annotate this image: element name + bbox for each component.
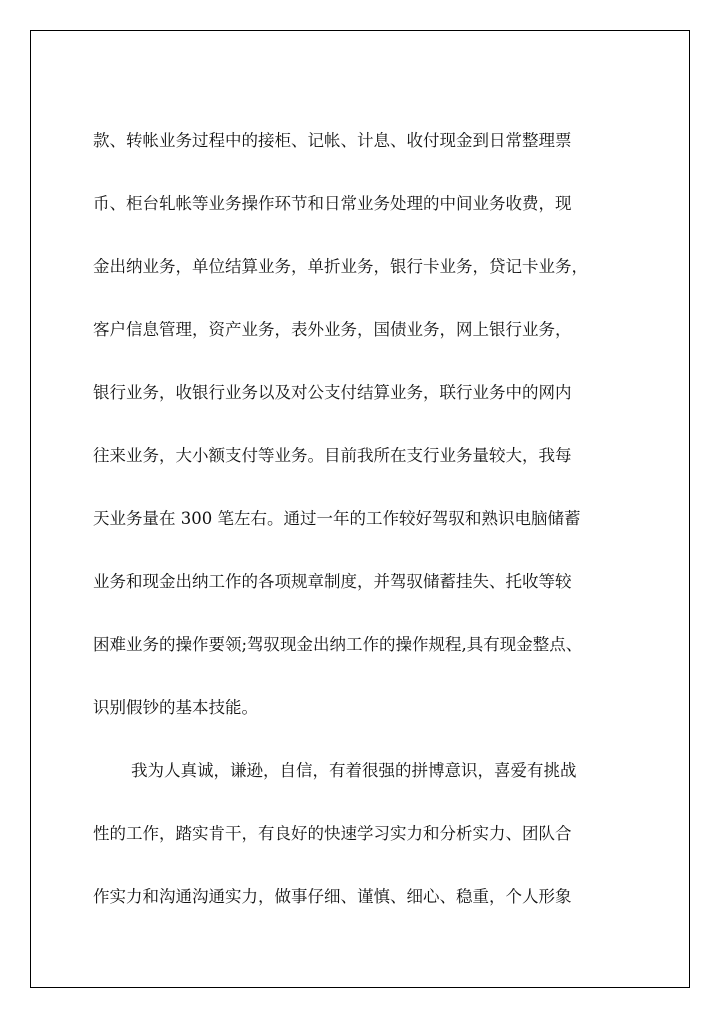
text-line: 金出纳业务，单位结算业务，单折业务，银行卡业务，贷记卡业务， [93,257,588,276]
text-line: 识别假钞的基本技能。 [93,698,258,717]
text-line: 银行业务，收银行业务以及对公支付结算业务，联行业务中的网内 [93,383,572,402]
text-line: 往来业务，大小额支付等业务。目前我所在支行业务量较大，我每 [93,446,572,465]
text-line: 币、柜台轧帐等业务操作环节和日常业务处理的中间业务收费，现 [93,194,572,213]
text-line: 款、转帐业务过程中的接柜、记帐、计息、收付现金到日常整理票 [93,131,572,150]
text-line: 作实力和沟通沟通实力，做事仔细、谨慎、细心、稳重，个人形象 [93,887,572,906]
text-line-paragraph-start: 我为人真诚，谦逊，自信，有着很强的拼博意识，喜爱有挑战 [131,761,577,780]
text-line: 困难业务的操作要领;驾驭现金出纳工作的操作规程,具有现金整点、 [93,635,583,654]
text-line: 天业务量在 300 笔左右。通过一年的工作较好驾驭和熟识电脑储蓄 [93,509,581,528]
text-line: 客户信息管理，资产业务，表外业务，国债业务，网上银行业务， [93,320,572,339]
text-line: 业务和现金出纳工作的各项规章制度，并驾驭储蓄挂失、托收等较 [93,572,572,591]
text-line: 性的工作，踏实肯干，有良好的快速学习实力和分析实力、团队合 [93,824,572,843]
